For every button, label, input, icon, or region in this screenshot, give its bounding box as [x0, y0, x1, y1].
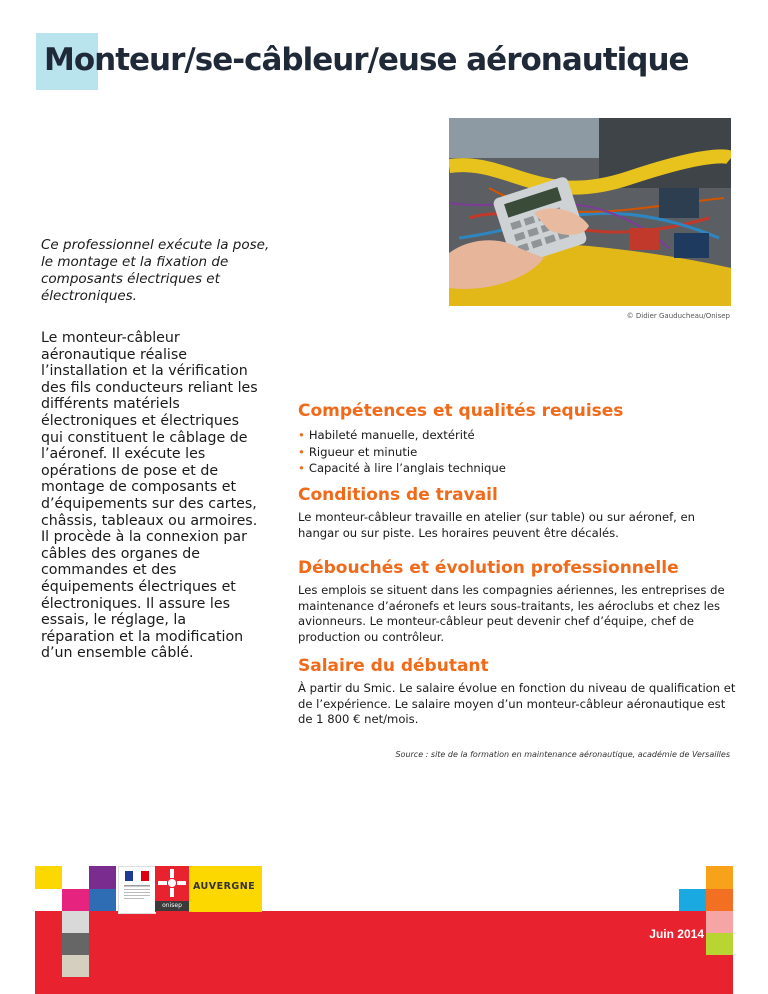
body-text: Le monteur-câbleur aéronautique réalise l’installation et la vérification des fils conducteurs reliant les différents matériels électroniques et électriques qui constituent le câblage de l’aéronef. Il exécute les opérations de pose et de montage de composants et d’équipements sur des cartes, châssis, tableaux ou armoires. Il procède à la connexion par câbles des organes de commandes et des équipements électriques et électroniques. Il assure les essais, le réglage, la réparation et la modification d’un ensemble câblé.	[41, 330, 258, 662]
decor-block	[706, 889, 733, 911]
decor-block	[706, 911, 733, 933]
list-item: • Habileté manuelle, dextérité	[298, 428, 475, 442]
decor-block	[679, 889, 706, 911]
decor-block	[35, 866, 62, 889]
debouches-text: Les emplois se situent dans les compagnies aériennes, les entreprises de maintenance d’aéronefs et leurs sous-traitants, les aéroclubs et chez les avionneurs. Le monteur-câbleur peut devenir chef d’équipe, chef de production ou contrôleur.	[298, 583, 725, 644]
decor-block	[706, 933, 733, 955]
onisep-logo-text: onisep	[155, 901, 189, 911]
bullet-icon: •	[298, 444, 305, 459]
bullet-icon: •	[298, 461, 305, 476]
bullet-icon: •	[298, 428, 305, 442]
decor-block	[89, 889, 116, 911]
source-note: Source : site de la formation en maintenance aéronautique, académie de Versailles	[395, 750, 730, 759]
decor-block	[62, 955, 89, 977]
list-item: • Rigueur et minutie	[298, 444, 418, 459]
decor-block	[62, 889, 89, 911]
technician-wiring-photo	[449, 118, 731, 306]
ministry-logo	[118, 866, 156, 914]
section-title-competences: Compétences et qualités requises	[298, 401, 624, 421]
auvergne-logo-text: AUVERGNE	[193, 881, 256, 892]
decor-block	[706, 866, 733, 889]
salaire-text: À partir du Smic. Le salaire évolue en fonction du niveau de qualification et de l’expérience. Le salaire moyen d’un monteur-câbleur aéronautique est de 1 800 € net/mois.	[298, 681, 736, 726]
section-title-conditions: Conditions de travail	[298, 485, 498, 505]
photo-credit: © Didier Gauducheau/Onisep	[626, 312, 730, 320]
conditions-text: Le monteur-câbleur travaille en atelier (sur table) ou sur aéronef, en hangar ou sur piste. Les horaires peuvent être décalés.	[298, 510, 696, 540]
publication-date: Juin 2014	[649, 927, 704, 941]
auvergne-logo	[189, 866, 262, 912]
competences-list	[298, 427, 506, 477]
decor-block	[89, 866, 116, 889]
footer-bar	[35, 911, 733, 994]
intro-text: Ce professionnel exécute la pose, le montage et la fixation de composants électriques et électroniques.	[41, 237, 270, 304]
section-title-salaire: Salaire du débutant	[298, 656, 489, 676]
section-title-debouches: Débouchés et évolution professionnelle	[298, 558, 679, 578]
decor-block	[62, 933, 89, 955]
list-item: • Capacité à lire l’anglais technique	[298, 461, 506, 476]
page-title: Monteur/se-câbleur/euse aéronautique	[44, 42, 689, 78]
decor-block	[62, 911, 89, 933]
onisep-logo	[155, 866, 189, 912]
onisep-star-icon	[155, 866, 189, 900]
